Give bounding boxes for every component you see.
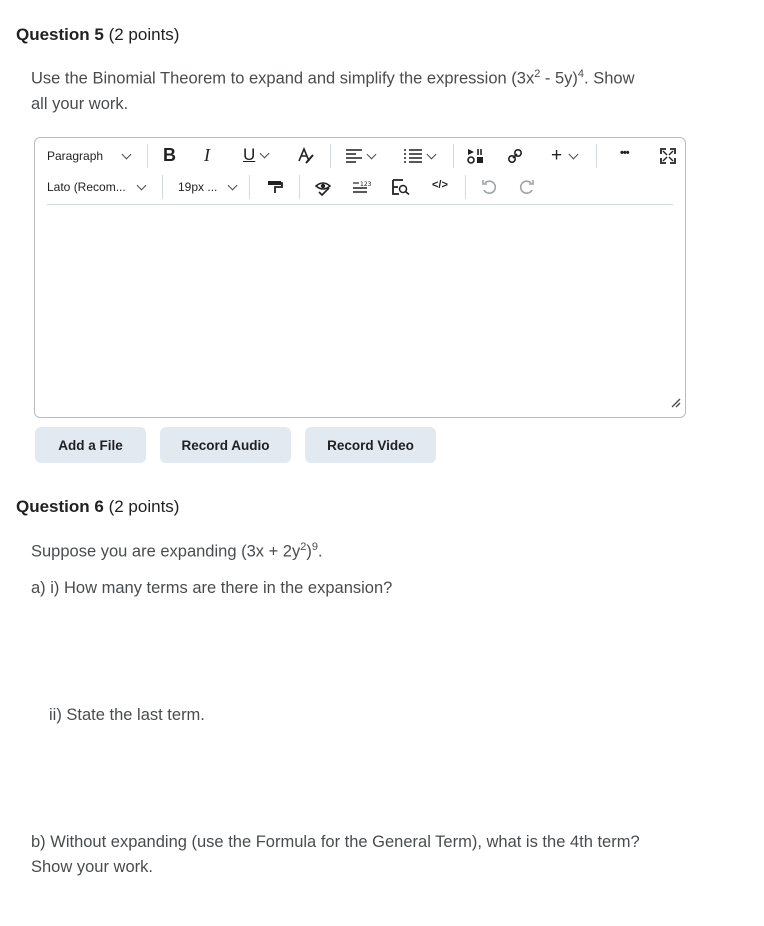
q5-prompt-a: Use the Binomial Theorem to expand and simplify the expression (3x (31, 69, 535, 88)
accessibility-icon (315, 180, 331, 196)
align-icon (346, 149, 362, 163)
q6-part-b-line1: b) Without expanding (use the Formula for the General Term), what is the 4th term? (31, 833, 640, 851)
q6-intro-a: Suppose you are expanding (3x + 2y (31, 542, 301, 561)
text-color-button[interactable] (297, 147, 315, 165)
format-select[interactable] (47, 146, 130, 166)
underline-button[interactable] (243, 145, 268, 165)
underline-icon: U (243, 145, 256, 164)
resize-grip-icon (669, 396, 681, 408)
question-5-heading (16, 25, 179, 45)
chevron-down-icon (228, 180, 238, 190)
toolbar-separator (453, 144, 454, 168)
list-button[interactable] (404, 149, 435, 163)
record-audio-label: Record Audio (181, 437, 270, 453)
question-6-points: (2 points) (108, 497, 180, 516)
toolbar-divider (47, 204, 673, 205)
format-painter-button[interactable] (267, 180, 283, 194)
q6-intro-c: . (317, 542, 323, 561)
q5-prompt-line2: all your work. (31, 94, 129, 113)
source-code-button[interactable] (432, 179, 448, 191)
chevron-down-icon (367, 149, 377, 159)
toolbar-separator (596, 144, 597, 168)
more-button[interactable] (620, 147, 629, 159)
q6-part-b-line2: Show your work. (31, 858, 153, 876)
toolbar-separator (299, 175, 300, 199)
question-6-heading (16, 497, 179, 517)
equation-button[interactable] (353, 181, 373, 193)
question-6-number: Question 6 (16, 497, 104, 516)
align-button[interactable] (346, 149, 375, 163)
link-button[interactable] (507, 148, 523, 164)
chevron-down-icon (136, 180, 146, 190)
font-family-select[interactable] (47, 177, 145, 197)
fullscreen-icon (660, 148, 676, 164)
toolbar-separator (162, 175, 163, 199)
bold-button[interactable] (163, 145, 176, 166)
resize-handle[interactable] (669, 395, 681, 413)
fullscreen-button[interactable] (660, 148, 676, 164)
add-file-label: Add a File (58, 437, 123, 453)
question-5-number: Question 5 (16, 25, 104, 44)
text-color-icon (297, 147, 315, 165)
chevron-down-icon (569, 149, 579, 159)
q5-exp-1: 2 (534, 68, 541, 80)
equation-icon (353, 181, 373, 193)
chevron-down-icon (427, 149, 437, 159)
question-6-intro (31, 535, 323, 565)
q6-exp-2: 9 (311, 541, 318, 553)
record-video-label: Record Video (327, 437, 414, 453)
source-code-icon: </> (432, 179, 448, 191)
record-video-button[interactable] (305, 427, 436, 463)
q5-prompt-b: - 5y) (540, 69, 578, 88)
question-6-part-a-i: a) i) How many terms are there in the expansion? (31, 579, 393, 597)
italic-icon: I (204, 145, 210, 165)
media-button[interactable] (467, 148, 485, 164)
font-family-value: Lato (Recom... (47, 180, 126, 194)
find-replace-icon (392, 179, 410, 195)
accessibility-button[interactable] (315, 180, 331, 196)
link-icon (507, 148, 523, 164)
answer-editor[interactable] (34, 137, 686, 418)
format-painter-icon (267, 180, 283, 194)
italic-button[interactable] (204, 145, 210, 166)
q6-exp-1: 2 (300, 541, 307, 553)
redo-icon (519, 179, 535, 195)
find-replace-button[interactable] (392, 179, 410, 195)
format-select-value: Paragraph (47, 149, 104, 163)
insert-icon: + (551, 145, 563, 166)
q5-exp-2: 4 (577, 68, 585, 80)
undo-icon (481, 179, 497, 195)
font-size-select[interactable] (178, 177, 236, 197)
add-file-button[interactable] (35, 427, 146, 463)
toolbar-separator (330, 144, 331, 168)
bold-icon: B (163, 145, 176, 165)
toolbar-separator (249, 175, 250, 199)
q5-prompt-c: . Show (584, 69, 635, 88)
toolbar-separator (147, 144, 148, 168)
font-size-value: 19px ... (178, 180, 218, 194)
undo-button[interactable] (481, 179, 497, 195)
editor-content-area[interactable] (47, 208, 673, 403)
media-icon (467, 148, 485, 164)
chevron-down-icon (122, 149, 132, 159)
question-5-points: (2 points) (108, 25, 180, 44)
question-5-prompt (31, 62, 635, 117)
q6-intro-b: ) (306, 542, 312, 561)
insert-button[interactable] (551, 145, 577, 167)
svg-text:123: 123 (360, 181, 372, 188)
toolbar-separator (465, 175, 466, 199)
redo-button[interactable] (519, 179, 535, 195)
question-6-part-a-ii: ii) State the last term. (49, 706, 205, 724)
more-icon: ••• (620, 147, 629, 159)
question-6-part-b (31, 830, 640, 880)
list-icon (404, 149, 422, 163)
record-audio-button[interactable] (160, 427, 291, 463)
chevron-down-icon (260, 148, 270, 158)
